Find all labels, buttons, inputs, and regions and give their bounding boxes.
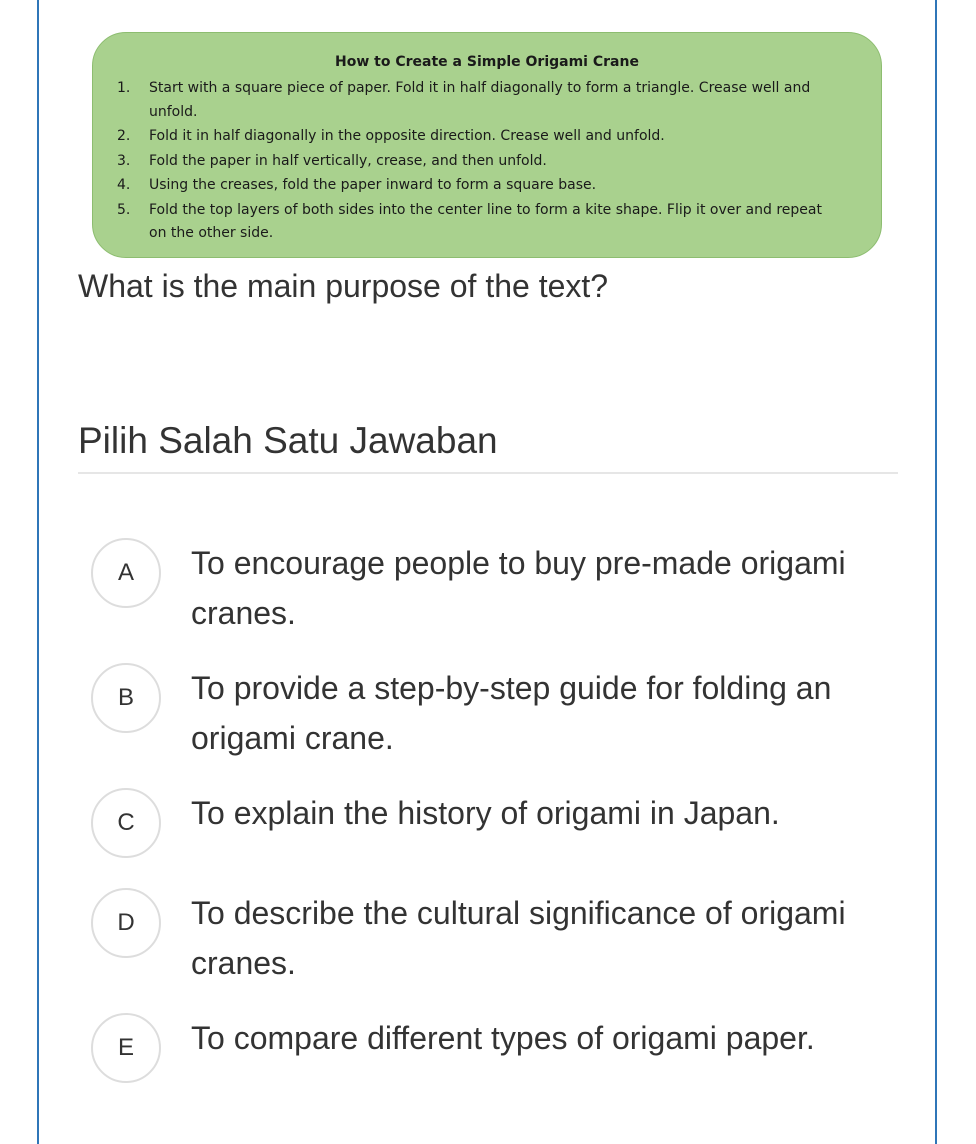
frame-left-border <box>37 0 39 1144</box>
step-number: 5. <box>117 201 131 218</box>
option-letter-e[interactable]: E <box>91 1013 161 1083</box>
answer-section-title: Pilih Salah Satu Jawaban <box>78 420 498 461</box>
passage-step <box>117 125 837 149</box>
step-number: 1. <box>117 80 131 96</box>
option-text-d[interactable]: To describe the cultural significance of origami cranes. <box>191 895 846 981</box>
passage-steps <box>117 77 837 247</box>
step-text: Fold the paper in half vertically, crease, and then unfold. <box>149 152 547 169</box>
passage-step <box>117 174 837 198</box>
passage-step <box>117 199 837 246</box>
frame-right-border <box>935 0 937 1144</box>
passage-step <box>117 77 837 124</box>
step-number: 3. <box>117 152 131 169</box>
option-text-c[interactable]: To explain the history of origami in Japan. <box>191 795 780 831</box>
step-number: 4. <box>117 177 131 193</box>
step-text: Fold it in half diagonally in the opposite direction. Crease well and unfold. <box>149 128 665 144</box>
option-letter-a[interactable]: A <box>91 538 161 608</box>
option-text-e[interactable]: To compare different types of origami paper. <box>191 1020 815 1056</box>
passage-step <box>117 150 837 174</box>
step-text: Using the creases, fold the paper inward to form a square base. <box>149 177 597 193</box>
option-letter-c[interactable]: C <box>91 788 161 858</box>
step-text: Fold the top layers of both sides into the center line to form a kite shape. Flip it over and repeat on the other side. <box>149 201 822 241</box>
step-number: 2. <box>117 128 131 144</box>
option-letter-b[interactable]: B <box>91 663 161 733</box>
reading-passage <box>92 32 882 258</box>
step-text: Start with a square piece of paper. Fold it in half diagonally to form a triangle. Crease well and unfold. <box>149 80 811 120</box>
passage-title: How to Create a Simple Origami Crane <box>335 54 639 70</box>
question-text: What is the main purpose of the text? <box>78 268 609 304</box>
option-letter-d[interactable]: D <box>91 888 161 958</box>
option-text-a[interactable]: To encourage people to buy pre-made origami cranes. <box>191 545 846 631</box>
section-divider <box>78 472 898 474</box>
option-text-b[interactable]: To provide a step-by-step guide for folding an origami crane. <box>191 670 832 756</box>
